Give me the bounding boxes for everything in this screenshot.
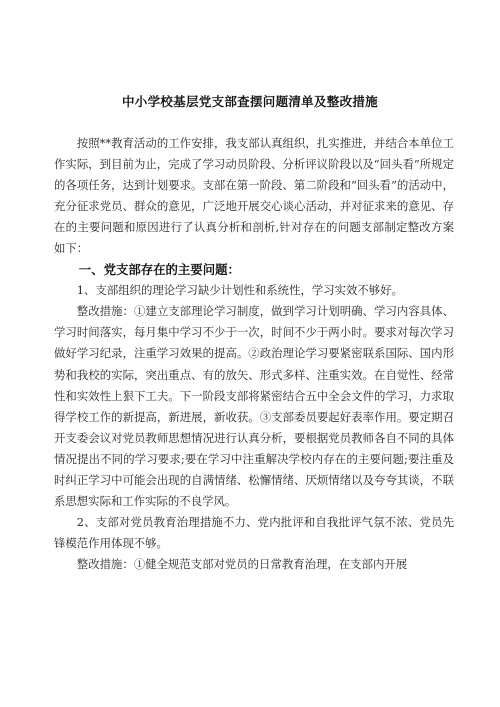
document-title: 中小学校基层党支部查摆问题清单及整改措施 <box>121 94 378 109</box>
section-heading: 一、党支部存在的主要问题： <box>78 262 240 278</box>
measure-paragraph-1: 整改措施：①建立支部理论学习制度，做到学习计划明确、学习内容具体、学习时间落实，每月集中学习不少于一次，时间不少于两小时。要求对每次学习做好学习纪录，注重学习效果的提高。②政治理论学习要紧密联系国际、国内形势和我校的实际，突出重点、有的放矢、形式多样、注重实效。在自觉性、经常性和实效性上狠下工夫。下一阶段支部将紧密结合五中全会文件的学习，力求取得学校工作的新提高，新进展，新收获。③支部委员要起好表率作用。要定期召开支委会议对党员教师思想情况进行认真分析，要根据党员教师各自不同的具体情况提出不同的学习要求;要在学习中注重解决学校内存在的主要问题;要注重及时纠正学习中可能会出现的自满情绪、松懈情绪、厌烦情绪以及夸夸其谈，不联系思想实际和工作实际的不良学风。 <box>54 304 454 508</box>
document-body <box>54 133 454 575</box>
intro-paragraph: 按照**教育活动的工作安排，我支部认真组织，扎实推进，并结合本单位工作实际，到目前为止，完成了学习动员阶段、分析评议阶段以及“回头看”所规定的各项任务，达到计划要求。支部在第一阶段、第二阶段和“回头看”的活动中，充分征求党员、群众的意见，广泛地开展交心谈心活动，并对征求来的意见、存在的主要问题和原因进行了认真分析和剖析,针对存在的问题支部制定整改方案如下： <box>54 136 454 256</box>
measure-paragraph-2: 整改措施：①健全规范支部对党员的日常教育治理，在支部内开展 <box>76 556 408 571</box>
problem-item-2: 2、支部对党员教育治理措施不力、党内批评和自我批评气氛不浓、党员先锋模范作用体现不够。 <box>54 514 454 550</box>
problem-item-1: 1、支部组织的理论学习缺少计划性和系统性，学习实效不够好。 <box>76 283 403 298</box>
